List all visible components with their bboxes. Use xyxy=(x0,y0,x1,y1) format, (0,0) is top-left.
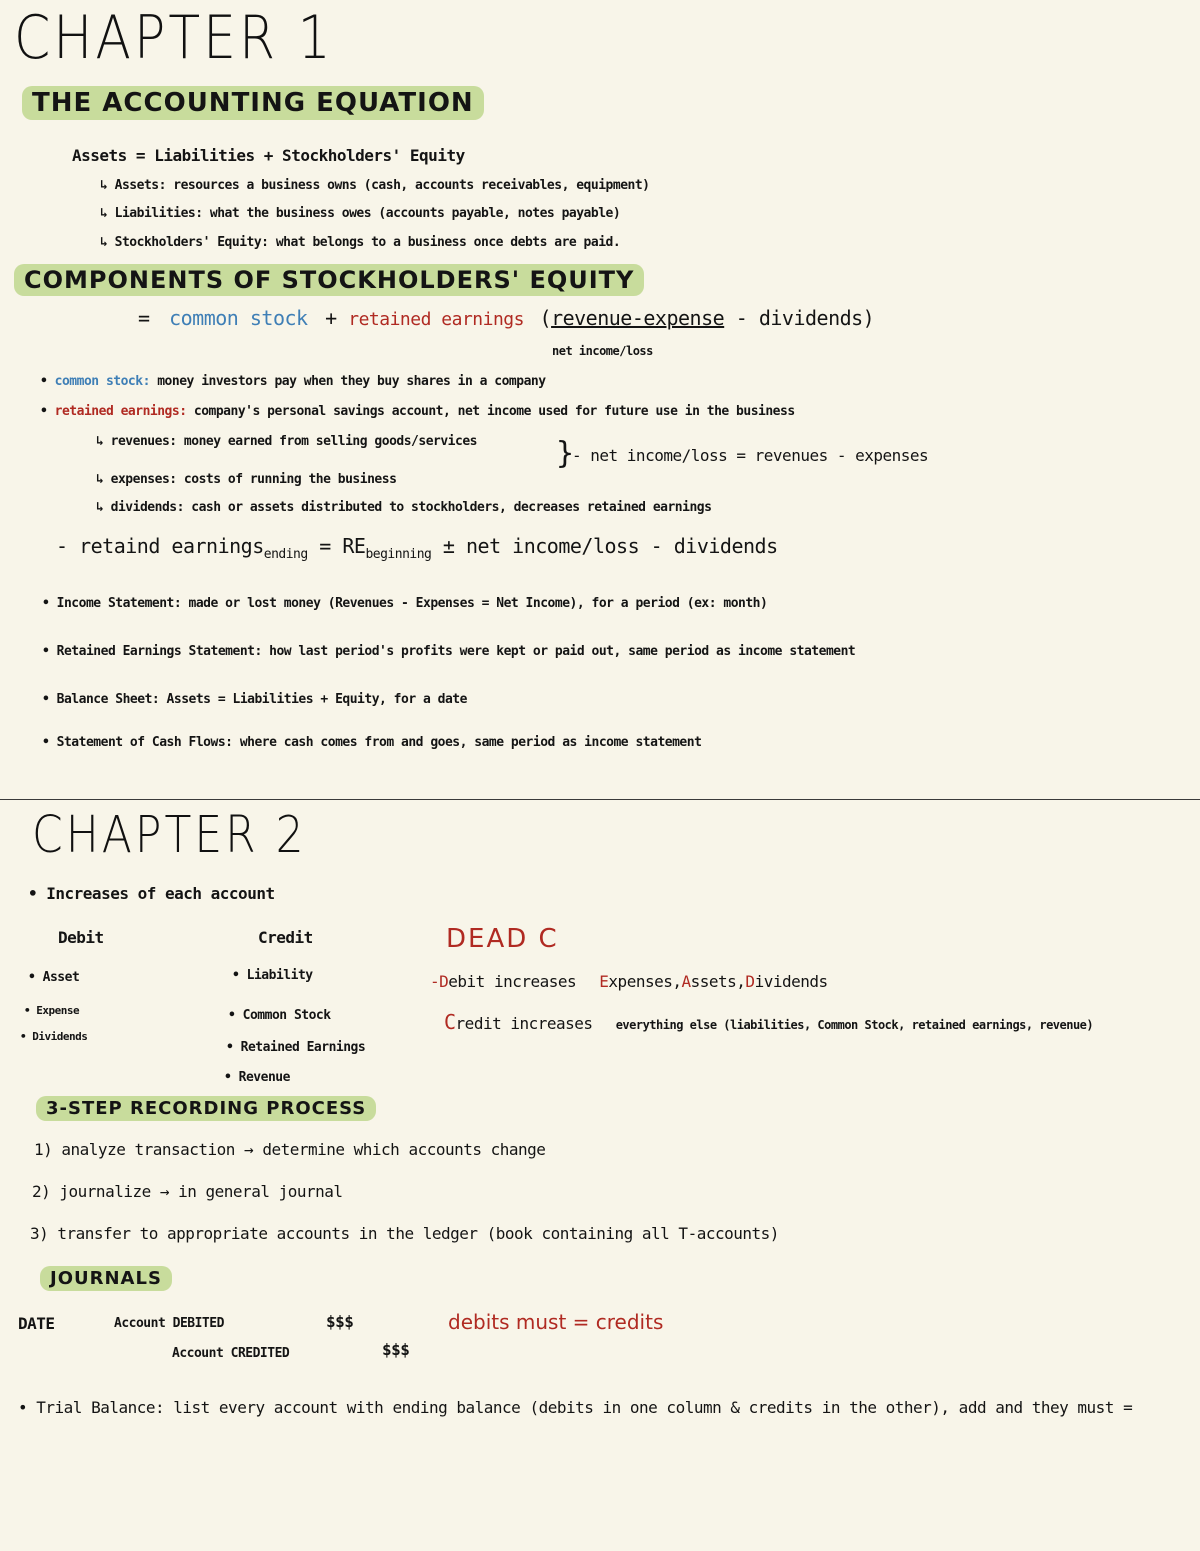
journal-account-debited: Account DEBITED xyxy=(114,1316,224,1331)
step-3: 3) transfer to appropriate accounts in the ledger (book containing all T-accounts) xyxy=(30,1224,779,1243)
journal-account-credited: Account CREDITED xyxy=(172,1346,290,1361)
retained-earnings-statement-line: • Retained Earnings Statement: how last period's profits were kept or paid out, same period as income statement xyxy=(42,644,856,659)
income-statement-line: • Income Statement: made or lost money (Revenues - Expenses = Net Income), for a period (ex: month) xyxy=(42,596,768,611)
heading-journals: JOURNALS xyxy=(40,1266,172,1291)
step-2: 2) journalize → in general journal xyxy=(32,1182,343,1201)
retained-earnings-bullet-def: company's personal savings account, net income used for future use in the business xyxy=(193,404,795,419)
dead-d2: D xyxy=(745,972,755,991)
plus-sign: + xyxy=(325,306,337,330)
dead-d: D xyxy=(439,972,449,991)
heading-3-step-process: 3-STEP RECORDING PROCESS xyxy=(36,1096,376,1121)
equals-sign: = xyxy=(138,306,150,330)
credit-item: • Common Stock xyxy=(228,1008,331,1023)
balance-sheet-line: • Balance Sheet: Assets = Liabilities + Equity, for a date xyxy=(42,692,467,707)
accounting-equation: Assets = Liabilities + Stockholders' Equity xyxy=(72,146,465,165)
retained-earnings-term: retained earnings xyxy=(348,309,524,330)
dead-redit-increases: redit increases xyxy=(455,1014,593,1033)
revenues-line: ↳ revenues: money earned from selling goods/services xyxy=(96,434,477,449)
heading-components-equity: COMPONENTS OF STOCKHOLDERS' EQUITY xyxy=(14,264,644,296)
retained-earnings-formula xyxy=(56,534,778,562)
debit-item: • Dividends xyxy=(20,1030,88,1043)
components-formula xyxy=(138,306,874,330)
expenses-line: ↳ expenses: costs of running the business xyxy=(96,472,397,487)
assets-definition: ↳ Assets: resources a business owns (cash, accounts receivables, equipment) xyxy=(100,178,650,193)
re-formula-sub-beginning: beginning xyxy=(365,547,432,562)
minus-dividends: - dividends) xyxy=(735,306,875,330)
net-income-loss-label: net income/loss xyxy=(552,344,653,358)
chapter-2-title: CHAPTER 2 xyxy=(32,806,307,865)
debit-item: • Expense xyxy=(24,1004,80,1017)
dead-c2: C xyxy=(444,1010,456,1034)
dead-a: A xyxy=(681,972,691,991)
dead-xpenses: xpenses, xyxy=(608,972,682,991)
heading-accounting-equation: THE ACCOUNTING EQUATION xyxy=(22,86,484,120)
trial-balance-line: • Trial Balance: list every account with ending balance (debits in one column & credits in the other), add and they must = xyxy=(18,1398,1133,1417)
dead-c-mnemonic: DEAD C xyxy=(446,924,559,954)
step-1: 1) analyze transaction → determine which accounts change xyxy=(34,1140,546,1159)
revenue-expense: revenue-expense xyxy=(551,306,725,330)
liabilities-definition: ↳ Liabilities: what the business owes (accounts payable, notes payable) xyxy=(100,206,621,221)
increases-heading: • Increases of each account xyxy=(28,884,275,903)
common-stock-term: common stock xyxy=(169,306,308,330)
stockholders-equity-definition: ↳ Stockholders' Equity: what belongs to a business once debts are paid. xyxy=(100,235,621,250)
re-formula-part-b: = RE xyxy=(307,534,366,558)
re-formula-part-a: - retaind earnings xyxy=(56,534,264,558)
debit-column-title: Debit xyxy=(58,928,104,947)
dead-dash: - xyxy=(430,972,440,991)
brace: } xyxy=(556,436,574,471)
dead-ebit-increases: ebit increases xyxy=(448,972,577,991)
common-stock-bullet: • common stock: money investors pay when they buy shares in a company xyxy=(40,374,546,389)
dead-ividends: ividends xyxy=(754,972,828,991)
dead-e: E xyxy=(599,972,609,991)
re-formula-part-c: ± net income/loss - dividends xyxy=(431,534,778,558)
debit-increases-line xyxy=(430,972,828,991)
open-paren: ( xyxy=(539,306,552,330)
credit-increases-line xyxy=(444,1010,1093,1034)
dividends-line: ↳ dividends: cash or assets distributed to stockholders, decreases retained earnings xyxy=(96,500,712,515)
credit-column-title: Credit xyxy=(258,928,313,947)
dead-ssets: ssets, xyxy=(690,972,746,991)
retained-earnings-bullet: • retained earnings: company's personal savings account, net income used for future use in the business xyxy=(40,404,795,419)
credit-item: • Revenue xyxy=(224,1070,290,1085)
debits-equal-credits-rule: debits must = credits xyxy=(448,1310,664,1334)
debit-item: • Asset xyxy=(28,970,80,985)
credit-item: • Retained Earnings xyxy=(226,1040,366,1055)
net-income-formula: - net income/loss = revenues - expenses xyxy=(572,446,929,465)
cash-flows-line: • Statement of Cash Flows: where cash comes from and goes, same period as income statement xyxy=(42,735,702,750)
journal-date: DATE xyxy=(18,1314,55,1333)
journal-credit-amount: $$$ xyxy=(382,1340,410,1359)
common-stock-bullet-def: money investors pay when they buy shares in a company xyxy=(157,374,546,389)
retained-earnings-bullet-term: retained earnings: xyxy=(54,404,187,419)
journal-debit-amount: $$$ xyxy=(326,1312,354,1331)
credit-item: • Liability xyxy=(232,968,313,983)
re-formula-sub-ending: ending xyxy=(263,547,308,562)
chapter-divider xyxy=(0,799,1200,800)
chapter-1-title: CHAPTER 1 xyxy=(14,4,334,73)
dead-everything-else: everything else (liabilities, Common Stock, retained earnings, revenue) xyxy=(615,1018,1094,1032)
common-stock-bullet-term: common stock: xyxy=(54,374,150,389)
